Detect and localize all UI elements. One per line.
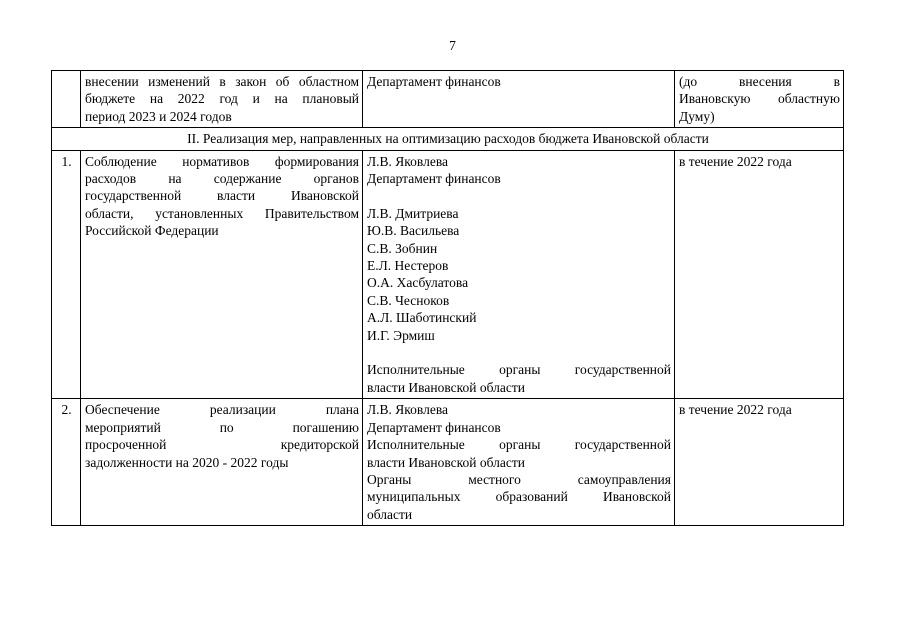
- task-cell: [81, 150, 363, 399]
- table-row: [52, 399, 844, 526]
- plan-table: [51, 70, 844, 526]
- task-line: бюджете на 2022 год и на плановый: [85, 91, 359, 107]
- responsible-cell: [363, 71, 675, 128]
- row-number: 1.: [52, 150, 81, 399]
- responsible-line: Исполнительные органы государственной: [367, 362, 671, 378]
- responsible-line: Исполнительные органы государственной: [367, 437, 671, 453]
- responsible-cell: [363, 150, 675, 399]
- term-line: в течение 2022 года: [679, 153, 792, 169]
- responsible-name: Ю.В. Васильева: [367, 223, 460, 239]
- row-number-cell: [52, 71, 81, 128]
- table-row: [52, 150, 844, 399]
- term-line: (до внесения в: [679, 74, 840, 89]
- responsible-line: муниципальных образований Ивановской: [367, 489, 671, 505]
- page-number: 7: [449, 38, 456, 53]
- task-line: государственной власти Ивановской: [85, 188, 359, 204]
- task-line: Российской Федерации: [85, 223, 219, 239]
- term-line: Думу): [679, 108, 715, 124]
- spacer: [367, 187, 671, 204]
- term-cell: [675, 71, 844, 128]
- task-cell: [81, 399, 363, 526]
- task-line: просроченной кредиторской: [85, 437, 359, 453]
- responsible-line: власти Ивановской области: [367, 454, 525, 470]
- task-cell: [81, 71, 363, 128]
- responsible-name: О.А. Хасбулатова: [367, 275, 469, 291]
- responsible-name: С.В. Зобнин: [367, 240, 438, 256]
- responsible-line: Органы местного самоуправления: [367, 471, 671, 487]
- table-row: [52, 71, 844, 128]
- responsible-line: Департамент финансов: [367, 419, 501, 435]
- section-title: II. Реализация мер, направленных на оптимизацию расходов бюджета Ивановской области: [52, 128, 844, 150]
- responsible-name: Е.Л. Нестеров: [367, 258, 449, 274]
- task-line: внесении изменений в закон об областном: [85, 74, 359, 89]
- responsible-line: области: [367, 506, 413, 522]
- responsible-name: И.Г. Эрмиш: [367, 327, 435, 343]
- term-cell: [675, 150, 844, 399]
- responsible-line: Департамент финансов: [367, 74, 501, 89]
- task-line: расходов на содержание органов: [85, 171, 359, 187]
- spacer: [367, 344, 671, 361]
- task-line: области, установленных Правительством: [85, 205, 359, 221]
- task-line: мероприятий по погашению: [85, 419, 359, 435]
- term-line: в течение 2022 года: [679, 402, 792, 418]
- responsible-name: Л.В. Дмитриева: [367, 205, 459, 221]
- task-line: Обеспечение реализации плана: [85, 402, 359, 418]
- task-line: период 2023 и 2024 годов: [85, 108, 232, 124]
- term-cell: [675, 399, 844, 526]
- responsible-line: Л.В. Яковлева: [367, 153, 449, 169]
- task-line: Соблюдение нормативов формирования: [85, 153, 359, 169]
- responsible-line: Л.В. Яковлева: [367, 402, 449, 418]
- responsible-line: Департамент финансов: [367, 171, 501, 187]
- responsible-name: С.В. Чесноков: [367, 292, 450, 308]
- responsible-name: А.Л. Шаботинский: [367, 310, 477, 326]
- responsible-line: власти Ивановской области: [367, 379, 525, 395]
- term-line: Ивановскую областную: [679, 91, 840, 107]
- row-number: 2.: [52, 399, 81, 526]
- task-line: задолженности на 2020 - 2022 годы: [85, 454, 289, 470]
- section-row: [52, 128, 844, 150]
- responsible-cell: [363, 399, 675, 526]
